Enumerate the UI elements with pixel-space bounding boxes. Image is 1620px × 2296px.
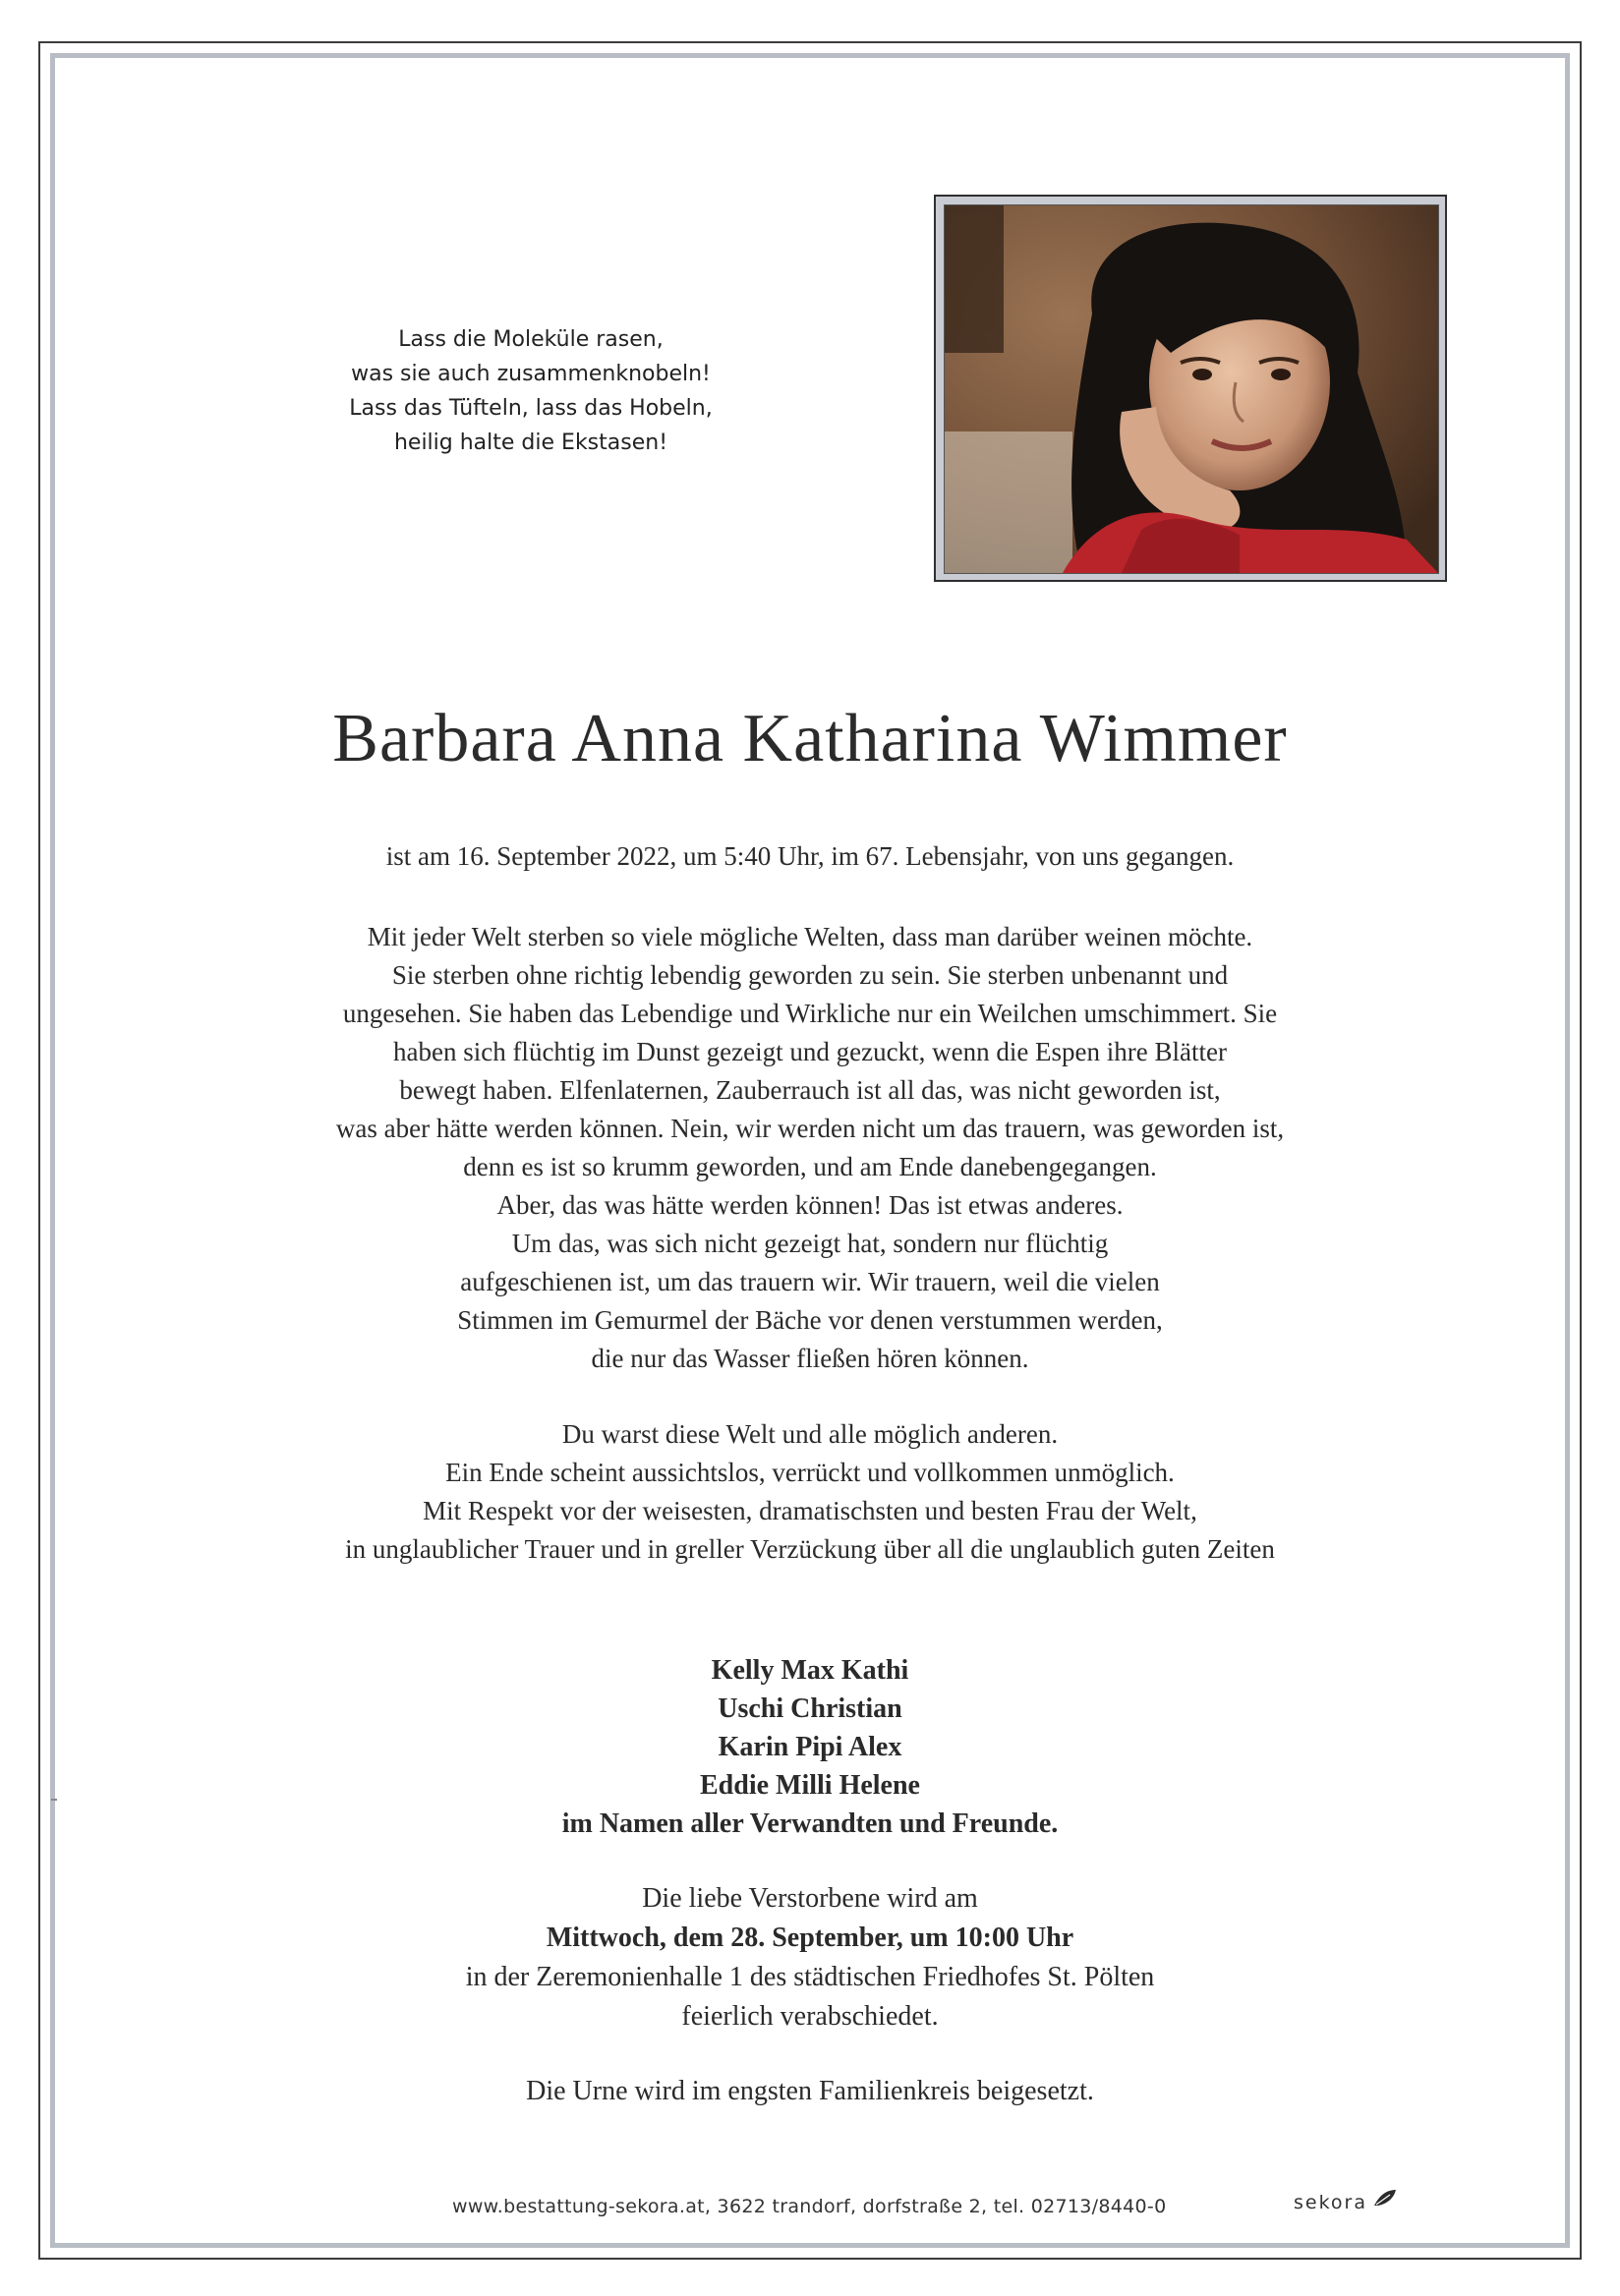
ceremony-intro: Die liebe Verstorbene wird am [642, 1883, 978, 1914]
poem-line: Mit jeder Welt sterben so viele mögliche Welten, dass man darüber weinen möchte. [367, 922, 1253, 951]
poem-line: Sie sterben ohne richtig lebendig geworden zu sein. Sie sterben unbenannt und [391, 960, 1229, 990]
poem-line: haben sich flüchtig im Dunst gezeigt und gezuckt, wenn die Espen ihre Blätter [392, 1037, 1227, 1066]
leaf-icon [1372, 2188, 1398, 2214]
death-date-line: ist am 16. September 2022, um 5:40 Uhr, im 67. Lebensjahr, von uns gegangen. [385, 841, 1235, 871]
mourners-line: Karin Pipi Alex [718, 1732, 902, 1762]
deceased-name: Barbara Anna Katharina Wimmer [332, 701, 1288, 776]
ceremony-closing: feierlich verabschiedet. [681, 2001, 939, 2032]
mourners-line: Kelly Max Kathi [711, 1655, 909, 1686]
dedication-line: Du warst diese Welt und alle möglich anderen. [561, 1419, 1059, 1449]
poem-line: aufgeschienen ist, um das trauern wir. Wir trauern, weil die vielen [460, 1267, 1160, 1296]
sekora-logo [1294, 2188, 1402, 2227]
poem-line: Aber, das was hätte werden können! Das ist etwas anderes. [496, 1190, 1124, 1220]
quote-line: heilig halte die Ekstasen! [393, 430, 668, 455]
opening-quote [256, 322, 806, 460]
poem-line: Stimmen im Gemurmel der Bäche vor denen verstummen werden, [457, 1305, 1163, 1335]
poem-line: Um das, was sich nicht gezeigt hat, sondern nur flüchtig [511, 1229, 1109, 1258]
footer-contact: www.bestattung-sekora.at, 3622 trandorf, dorfstraße 2, tel. 02713/8440-0 [452, 2196, 1167, 2217]
mourners-line: im Namen aller Verwandten und Freunde. [561, 1808, 1059, 1839]
ceremony-date-time: Mittwoch, dem 28. September, um 10:00 Uhr [546, 1923, 1074, 1953]
dedication-line: Mit Respekt vor der weisesten, dramatischsten und besten Frau der Welt, [423, 1496, 1197, 1525]
mourners-line: Uschi Christian [718, 1693, 902, 1724]
logo-text: sekora [1294, 2192, 1367, 2213]
quote-line: Lass die Moleküle rasen, [398, 327, 664, 352]
portrait-illustration [945, 205, 1438, 573]
quote-line: was sie auch zusammenknobeln! [351, 362, 711, 386]
mourners-list [0, 1651, 1620, 1843]
ceremony-location: in der Zeremonienhalle 1 des städtischen Friedhofes St. Pölten [465, 1962, 1155, 1992]
poem-line: denn es ist so krumm geworden, und am Ende danebengegangen. [463, 1152, 1157, 1181]
dedication [0, 1415, 1620, 1569]
ceremony-info [0, 1879, 1620, 2037]
poem-line: ungesehen. Sie haben das Lebendige und Wirkliche nur ein Weilchen umschimmert. Sie [342, 999, 1278, 1028]
portrait-frame [934, 195, 1447, 582]
dedication-line: in unglaublicher Trauer und in greller Verzückung über all die unglaublich guten Zeiten [345, 1534, 1275, 1564]
quote-line: Lass das Tüfteln, lass das Hobeln, [349, 396, 713, 421]
portrait-photo [944, 204, 1439, 574]
poem-line: bewegt haben. Elfenlaternen, Zauberrauch ist all das, was nicht geworden ist, [399, 1075, 1221, 1105]
dedication-line: Ein Ende scheint aussichtslos, verrückt und vollkommen unmöglich. [445, 1458, 1175, 1487]
mourners-line: Eddie Milli Helene [700, 1770, 920, 1801]
poem-line: was aber hätte werden können. Nein, wir werden nicht um das trauern, was geworden ist, [335, 1114, 1285, 1143]
poem [0, 918, 1620, 1378]
urn-note: Die Urne wird im engsten Familienkreis beigesetzt. [526, 2076, 1094, 2106]
poem-line: die nur das Wasser fließen hören können. [591, 1344, 1029, 1373]
